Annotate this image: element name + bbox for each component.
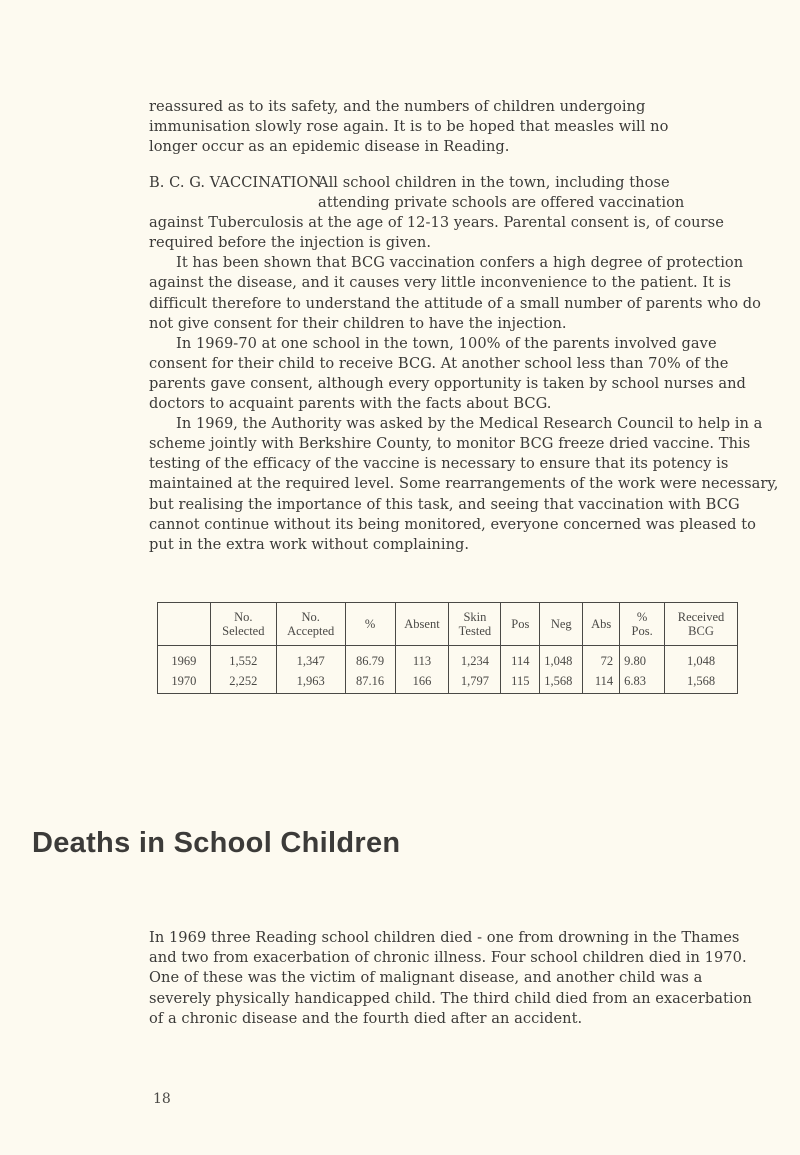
header-year xyxy=(158,603,211,646)
header-no-accepted: No. Accepted xyxy=(276,603,345,646)
cell-absent: 166 xyxy=(395,671,449,694)
cell-absent: 113 xyxy=(395,646,449,672)
cell-selected: 1,552 xyxy=(210,646,276,672)
bcg-paragraph-consent-rates: In 1969-70 at one school in the town, 100% of the parents involved gave consent for their child to receive BCG. At another school less than 70% of the parents gave consent, although every opportunity is taken by school nurses and doctors to acquaint parents with the facts about BCG. xyxy=(149,334,746,413)
header-received-bcg: Received BCG xyxy=(665,603,738,646)
table-row xyxy=(158,671,738,694)
bcg-statistics-table xyxy=(157,602,738,694)
page-number: 18 xyxy=(153,1091,171,1107)
cell-percent-pos: 6.83 xyxy=(620,671,665,694)
cell-percent: 87.16 xyxy=(345,671,395,694)
cell-neg: 1,048 xyxy=(540,646,583,672)
cell-received-bcg: 1,568 xyxy=(665,671,738,694)
cell-selected: 2,252 xyxy=(210,671,276,694)
cell-abs: 72 xyxy=(583,646,620,672)
header-percent-pos: % Pos. xyxy=(620,603,665,646)
cell-pos: 114 xyxy=(501,646,540,672)
header-percent: % xyxy=(345,603,395,646)
header-skin-tested: Skin Tested xyxy=(449,603,501,646)
bcg-intro-text: All school children in the town, including those xyxy=(318,174,670,191)
cell-received-bcg: 1,048 xyxy=(665,646,738,672)
cell-neg: 1,568 xyxy=(540,671,583,694)
bcg-section xyxy=(149,173,794,555)
header-neg: Neg xyxy=(540,603,583,646)
bcg-second-line: attending private schools are offered vaccination xyxy=(318,194,685,212)
cell-year: 1969 xyxy=(158,646,211,672)
cell-accepted: 1,347 xyxy=(276,646,345,672)
cell-pos: 115 xyxy=(501,671,540,694)
deaths-body-text: In 1969 three Reading school children died - one from drowning in the Thames and two from exacerbation of chronic illness. Four school children died in 1970. One of these was the victim of malignant disease, and another child was a severely physically handicapped child. The third child died from an exacerbation of a chronic disease and the fourth died after an accident. xyxy=(149,929,752,1027)
intro-line: reassured as to its safety, and the numbers of children undergoing xyxy=(149,98,646,115)
intro-line: longer occur as an epidemic disease in Reading. xyxy=(149,138,510,156)
table-row xyxy=(158,646,738,672)
bcg-paragraph-protection: It has been shown that BCG vaccination confers a high degree of protection against the disease, and it causes very little inconvenience to the patient. It is difficult therefore to understand the attitude of a small number of parents who do not give consent for their children to have the injection. xyxy=(149,254,761,332)
intro-paragraph xyxy=(149,97,789,157)
cell-year: 1970 xyxy=(158,671,211,694)
cell-percent-pos: 9.80 xyxy=(620,646,665,672)
deaths-paragraph xyxy=(149,928,764,1029)
bcg-section-label: B. C. G. VACCINATION xyxy=(149,174,322,191)
section-heading-deaths: Deaths in School Children xyxy=(32,827,401,859)
cell-percent: 86.79 xyxy=(345,646,395,672)
header-no-selected: No. Selected xyxy=(210,603,276,646)
bcg-paragraph-mrc-scheme: In 1969, the Authority was asked by the Medical Research Council to help in a scheme jointly with Berkshire County, to monitor BCG freeze dried vaccine. This testing of the efficacy of the vaccine is necessary to ensure that its potency is maintained at the required level. Some rearrangements of the work were necessary, but realising the importance of this task, and seeing that vaccination with BCG cannot continue without its being monitored, everyone concerned was pleased to put in the extra work without complaining. xyxy=(149,415,779,553)
header-absent: Absent xyxy=(395,603,449,646)
bcg-consent-text: against Tuberculosis at the age of 12-13 years. Parental consent is, of course required before the injection is given. xyxy=(149,214,724,252)
header-abs: Abs xyxy=(583,603,620,646)
intro-line: immunisation slowly rose again. It is to be hoped that measles will no xyxy=(149,118,669,136)
cell-abs: 114 xyxy=(583,671,620,694)
cell-accepted: 1,963 xyxy=(276,671,345,694)
table-header-row xyxy=(158,603,738,646)
bcg-first-line xyxy=(149,173,794,193)
cell-skin-tested: 1,234 xyxy=(449,646,501,672)
cell-skin-tested: 1,797 xyxy=(449,671,501,694)
header-pos: Pos xyxy=(501,603,540,646)
